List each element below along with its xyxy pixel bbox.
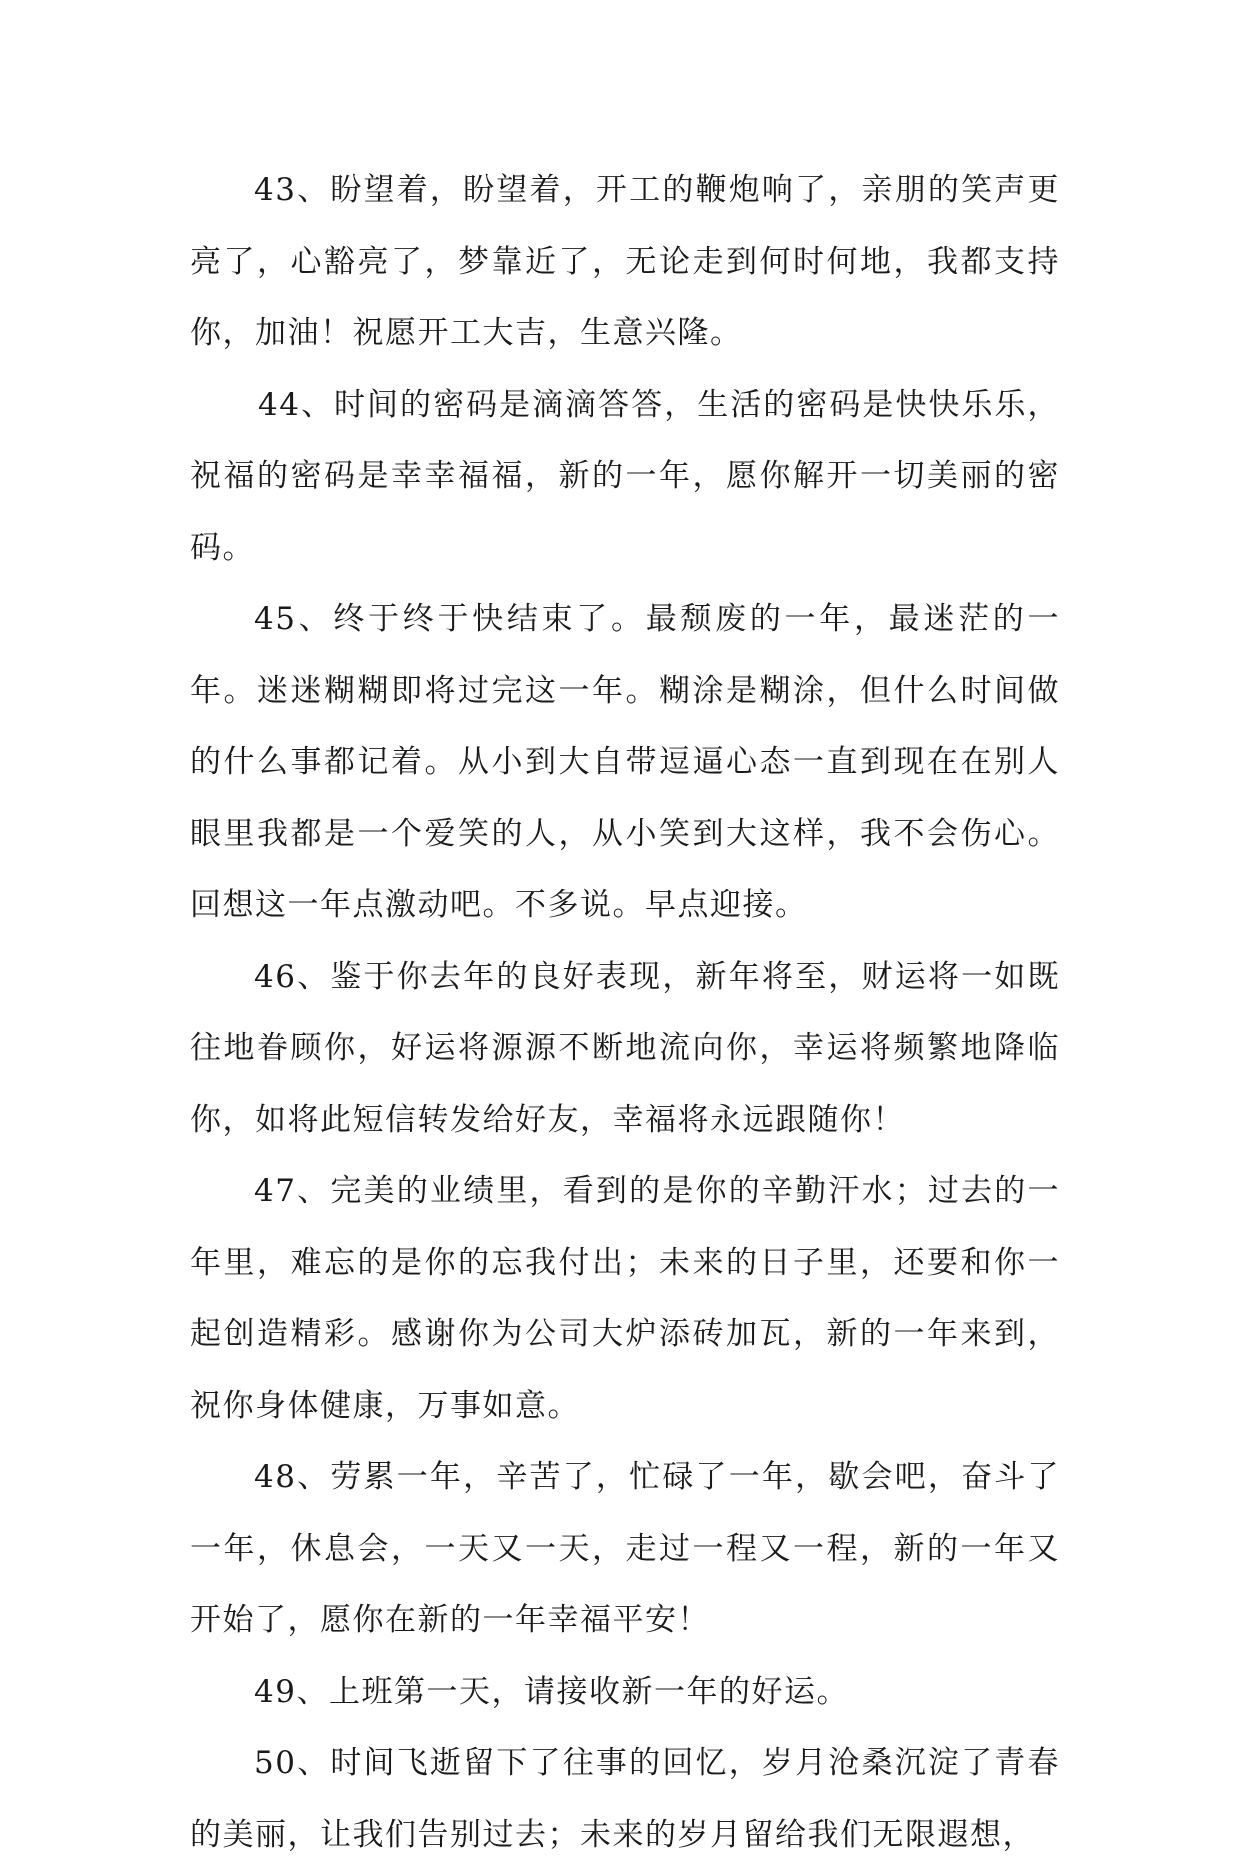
paragraph-50: 50、时间飞逝留下了往事的回忆，岁月沧桑沉淀了青春的美丽，让我们告别过去；未来的岁月留给我们无限遐想， — [190, 1745, 1060, 1853]
paragraph-49: 49、上班第一天，请接收新一年的好运。 — [254, 1673, 849, 1710]
paragraph-47: 47、完美的业绩里，看到的是你的辛勤汗水；过去的一年里，难忘的是你的忘我付出；未来的日子里，还要和你一起创造精彩。感谢你为公司大炉添砖加瓦，新的一年来到，祝你身体健康，万事如意。 — [190, 1173, 1060, 1424]
paragraph-46: 46、鉴于你去年的良好表现，新年将至，财运将一如既往地眷顾你，好运将源源不断地流向你，幸运将频繁地降临你，如将此短信转发给好友，幸福将永远跟随你！ — [190, 958, 1060, 1138]
document-body — [190, 155, 1060, 1871]
paragraph-48: 48、劳累一年，辛苦了，忙碌了一年，歇会吧，奋斗了一年，休息会，一天又一天，走过一程又一程，新的一年又开始了，愿你在新的一年幸福平安！ — [190, 1459, 1060, 1638]
paragraph-45: 45、终于终于快结束了。最颓废的一年，最迷茫的一年。迷迷糊糊即将过完这一年。糊涂是糊涂，但什么时间做的什么事都记着。从小到大自带逗逼心态一直到现在在别人眼里我都是一个爱笑的人，从小笑到大这样，我不会伤心。回想这一年点激动吧。不多说。早点迎接。 — [190, 601, 1060, 923]
paragraph-44: 44、时间的密码是滴滴答答，生活的密码是快快乐乐，祝福的密码是幸幸福福，新的一年，愿你解开一切美丽的密码。 — [190, 386, 1060, 566]
paragraph-43: 43、盼望着，盼望着，开工的鞭炮响了，亲朋的笑声更亮了，心豁亮了，梦靠近了，无论走到何时何地，我都支持你，加油！祝愿开工大吉，生意兴隆。 — [190, 172, 1060, 351]
